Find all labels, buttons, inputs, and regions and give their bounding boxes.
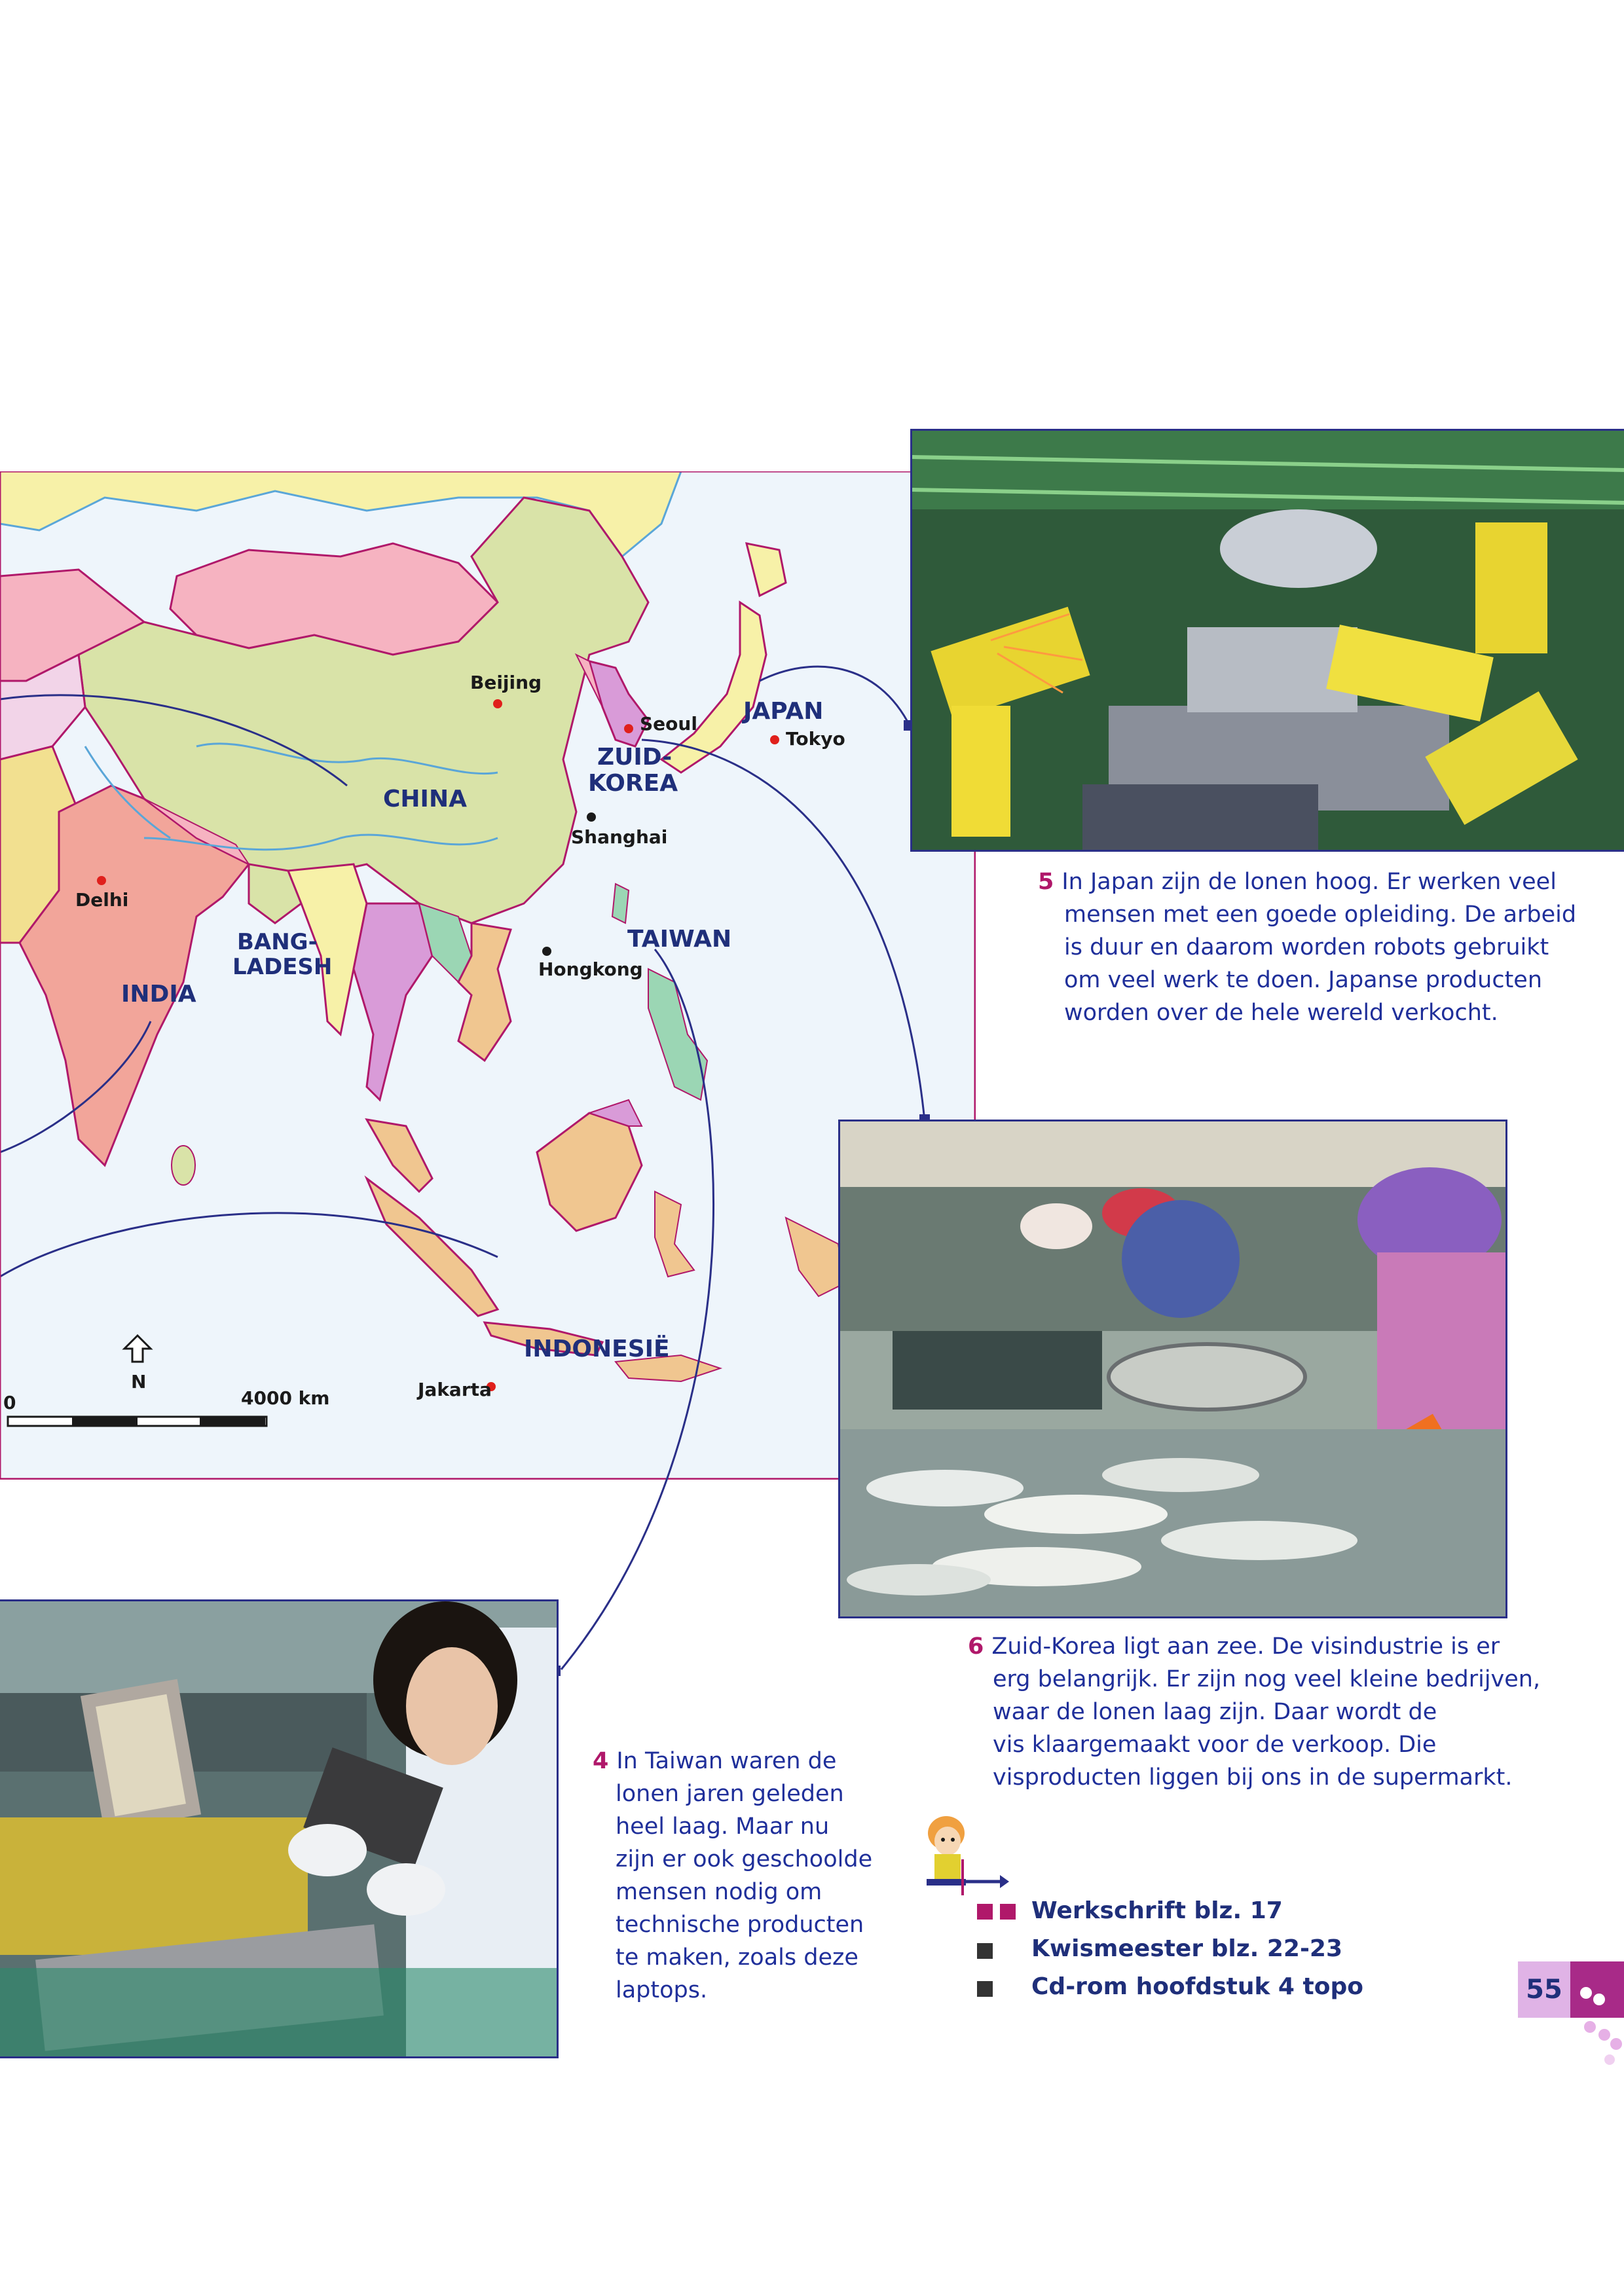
- label-taiwan: TAIWAN: [627, 926, 732, 953]
- ref-bullet-cdrom: [977, 1981, 993, 1997]
- caption-6-line-3: waar de lonen laag zijn. Daar wordt de: [993, 1699, 1437, 1725]
- photo-japan-robots: [910, 429, 1624, 852]
- caption-6-line-4: vis klaargemaakt voor de verkoop. Die: [993, 1732, 1437, 1758]
- caption-5-line-4: om veel werk te doen. Japanse producten: [1064, 967, 1543, 993]
- label-japan: JAPAN: [743, 698, 824, 725]
- caption-4: [593, 1745, 872, 2007]
- caption-5-line-5: worden over de hele wereld verkocht.: [1064, 1000, 1498, 1026]
- page-number: 55: [1518, 1961, 1570, 2018]
- photo-taiwan-laptops: [0, 1599, 559, 2058]
- label-indonesie: INDONESIË: [524, 1336, 670, 1362]
- label-zuidkorea-1: ZUID-: [597, 744, 673, 771]
- caption-6-number: 6: [968, 1633, 984, 1660]
- ref-cdrom: Cd-rom hoofdstuk 4 topo: [1031, 1973, 1363, 2000]
- label-bangladesh-1: BANG-: [237, 929, 318, 955]
- caption-4-line-2: lonen jaren geleden: [616, 1781, 844, 1807]
- ref-kwismeester: Kwismeester blz. 22-23: [1031, 1935, 1343, 1962]
- robot-car-factory-photo-icon: [912, 431, 1624, 850]
- scale-start: 0: [3, 1392, 16, 1413]
- city-beijing: Beijing: [470, 672, 542, 693]
- caption-5-number: 5: [1038, 869, 1054, 895]
- ref-bullet-werkschrift-2: [1000, 1904, 1016, 1920]
- caption-4-line-5: mensen nodig om: [616, 1879, 822, 1905]
- caption-4-line-3: heel laag. Maar nu: [616, 1813, 830, 1840]
- city-shanghai: Shanghai: [571, 826, 668, 848]
- ref-werkschrift: Werkschrift blz. 17: [1031, 1897, 1283, 1924]
- city-hongkong: Hongkong: [538, 958, 643, 980]
- page-corner-decoration: [1570, 1961, 1624, 2073]
- fish-processing-photo-icon: [840, 1121, 1505, 1616]
- laptop-assembly-photo-icon: [0, 1601, 557, 2056]
- photo-korea-fish: [838, 1120, 1507, 1618]
- scale-end: 4000 km: [241, 1387, 330, 1409]
- caption-5-line-1: In Japan zijn de lonen hoog. Er werken veel: [1061, 869, 1557, 895]
- caption-6: [968, 1630, 1540, 1794]
- label-india: INDIA: [121, 981, 196, 1008]
- label-china: CHINA: [383, 786, 467, 812]
- label-bangladesh-2: LADESH: [232, 954, 333, 980]
- caption-5-line-3: is duur en daarom worden robots gebruikt: [1064, 934, 1549, 960]
- caption-4-line-8: laptops.: [616, 1977, 708, 2003]
- caption-6-line-1: Zuid-Korea ligt aan zee. De visindustrie is er: [991, 1633, 1500, 1660]
- ref-bullet-werkschrift-1: [977, 1904, 993, 1920]
- city-jakarta: Jakarta: [418, 1379, 492, 1400]
- label-zuidkorea-2: KOREA: [588, 770, 678, 797]
- caption-5-line-2: mensen met een goede opleiding. De arbeid: [1064, 902, 1577, 928]
- caption-5: [1038, 866, 1576, 1029]
- ref-bullet-kwismeester: [977, 1943, 993, 1959]
- caption-4-line-6: technische producten: [616, 1912, 864, 1938]
- caption-4-line-4: zijn er ook geschoolde: [616, 1846, 873, 1872]
- city-seoul: Seoul: [640, 713, 697, 735]
- caption-4-number: 4: [593, 1748, 609, 1774]
- mascot-pointing-icon: [920, 1813, 1012, 1899]
- city-tokyo: Tokyo: [786, 728, 845, 750]
- caption-6-line-2: erg belangrijk. Er zijn nog veel kleine bedrijven,: [993, 1666, 1541, 1692]
- city-delhi: Delhi: [75, 889, 129, 911]
- caption-6-line-5: visproducten liggen bij ons in de supermarkt.: [993, 1764, 1513, 1791]
- caption-4-line-1: In Taiwan waren de: [616, 1748, 837, 1774]
- north-label: N: [131, 1371, 147, 1393]
- caption-4-line-7: te maken, zoals deze: [616, 1944, 858, 1971]
